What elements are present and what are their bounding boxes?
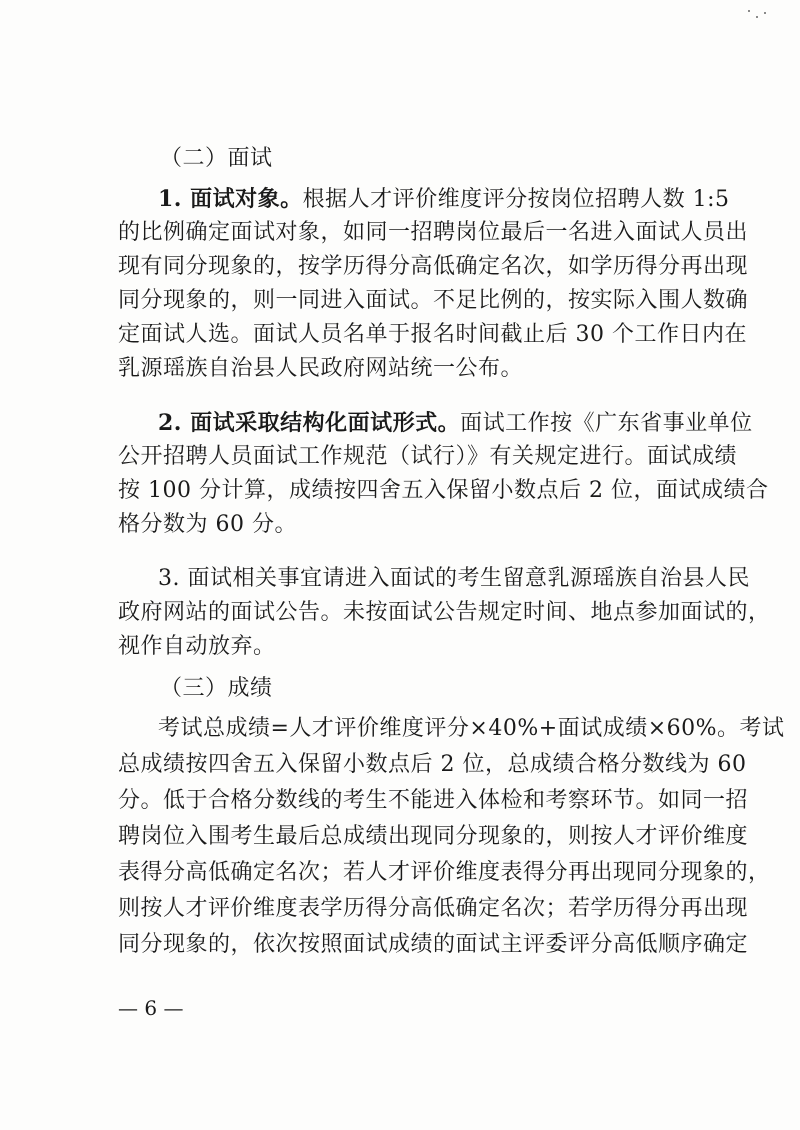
paragraph-line: 则按人才评价维度表学历得分高低确定名次；若学历得分再出现 bbox=[118, 896, 749, 921]
item-title-structured-interview: 2. 面试采取结构化面试形式。 bbox=[158, 410, 461, 436]
paragraph-line: 政府网站的面试公告。未按面试公告规定时间、地点参加面试的， bbox=[118, 600, 771, 625]
paragraph-line: 3. 面试相关事宜请进入面试的考生留意乳源瑶族自治县人民 bbox=[158, 566, 750, 591]
paragraph-line: 同分现象的，则一同进入面试。不足比例的，按实际入围人数确 bbox=[118, 288, 749, 313]
paragraph-line: 总成绩按四舍五入保留小数点后 2 位，总成绩合格分数线为 60 bbox=[118, 752, 747, 777]
section-heading-interview: （二）面试 bbox=[160, 146, 273, 171]
paragraph-line: 乳源瑶族自治县人民政府网站统一公布。 bbox=[118, 356, 524, 381]
paragraph-line: 的比例确定面试对象，如同一招聘岗位最后一名进入面试人员出 bbox=[118, 220, 749, 245]
paragraph-line: 同分现象的，依次按照面试成绩的面试主评委评分高低顺序确定 bbox=[118, 932, 749, 957]
paragraph-line: 格分数为 60 分。 bbox=[118, 512, 297, 537]
scan-speck bbox=[746, 8, 770, 22]
paragraph-line: 定面试人选。面试人员名单于报名时间截止后 30 个工作日内在 bbox=[118, 322, 747, 347]
paragraph-line: 聘岗位入围考生最后总成绩出现同分现象的，则按人才评价维度 bbox=[118, 824, 749, 849]
paragraph-line: 现有同分现象的，按学历得分高低确定名次，如学历得分再出现 bbox=[118, 254, 749, 279]
paragraph-line: 考试总成绩=人才评价维度评分×40%+面试成绩×60%。考试 bbox=[158, 716, 785, 741]
paragraph-line: 1. 面试对象。根据人才评价维度评分按岗位招聘人数 1:5 bbox=[158, 186, 730, 212]
paragraph-line: 视作自动放弃。 bbox=[118, 634, 276, 659]
paragraph-line: 公开招聘人员面试工作规范（试行）》有关规定进行。面试成绩 bbox=[118, 444, 738, 469]
page-number: — 6 — bbox=[118, 996, 184, 1020]
item-title-interview-targets: 1. 面试对象。 bbox=[158, 186, 303, 212]
paragraph-line: 表得分高低确定名次；若人才评价维度表得分再出现同分现象的， bbox=[118, 860, 771, 885]
paragraph-line: 2. 面试采取结构化面试形式。面试工作按《广东省事业单位 bbox=[158, 410, 753, 436]
paragraph-line: 分。低于合格分数线的考生不能进入体检和考察环节。如同一招 bbox=[118, 788, 749, 813]
section-heading-scores: （三）成绩 bbox=[160, 676, 273, 701]
paragraph-line: 按 100 分计算，成绩按四舍五入保留小数点后 2 位，面试成绩合 bbox=[118, 478, 769, 503]
